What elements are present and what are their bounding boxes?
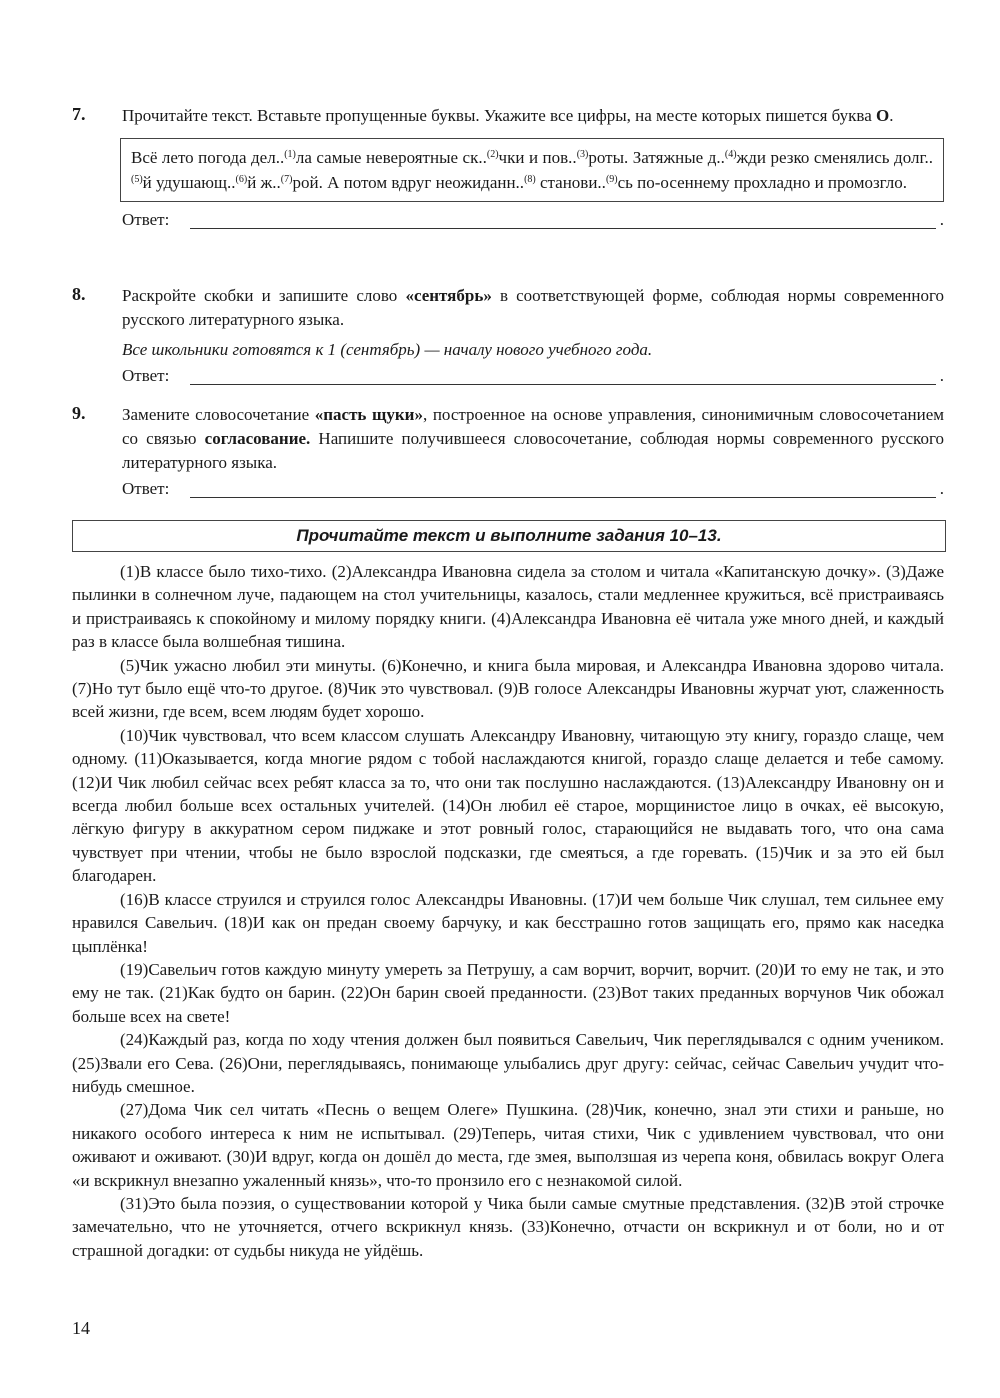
box-text: жди резко сменялись долг.. (736, 148, 934, 167)
task-7-prompt: Прочитайте текст. Вставьте пропущенные буквы. Укажите все цифры, на месте которых пишется буква О. (122, 106, 894, 125)
answer-line[interactable] (190, 384, 936, 385)
gap-number: (4) (724, 149, 737, 160)
box-text: чки и пов.. (498, 148, 577, 167)
box-text: роты. Затяжные д.. (588, 148, 725, 167)
gap-number: (7) (280, 174, 293, 185)
gap-number: (8) (524, 174, 536, 185)
gap-number: (5) (131, 174, 143, 185)
box-text: й ж.. (247, 173, 281, 192)
task-9-prompt: Замените словосочетание «пасть щуки», построенное на основе управления, синонимичным словосочетанием со связью согласование. Напишите получившееся словосочетание, соблюдая нормы современного русского литературного языка. (122, 405, 945, 472)
task-9 (72, 403, 944, 503)
task-7-number: 7. (72, 104, 86, 124)
section-header: Прочитайте текст и выполните задания 10–13. (72, 520, 946, 552)
text-paragraph: (27)Дома Чик сел читать «Песнь о вещем Олеге» Пушкина. (28)Чик, конечно, знал эти стихи и раньше, но никакого особого интереса к ним не испытывал. (29)Теперь, читая стихи, Чик с удивлением чувствовал, что они оживают и оживают. (30)И вдруг, когда он дошёл до места, где змея, выползшая из черепа коня, обвилась вокруг Олега «и вскрикнул внезапно ужаленный князь», что-то пронзило его с незнакомой силой. (72, 1100, 944, 1190)
text-paragraph: (31)Это была поэзия, о существовании которой у Чика были самые смутные представления. (32)В этой строчке замечательно, что не уточняется, отчего вскрикнул князь. (33)Конечно, отчасти он вскрикнул и от боли, но и от страшной догадки: от судьбы никуда не уйдёшь. (72, 1193, 944, 1260)
text-paragraph: (24)Каждый раз, когда по ходу чтения должен был появиться Савельич, Чик переглядывался с одним учеником. (25)Звали его Сева. (26)Они, переглядываясь, понимающе улыбались друг другу: сейчас, сейчас Савельич учудит что-нибудь смешное. (72, 1030, 944, 1096)
gap-number: (3) (576, 149, 589, 160)
gap-number: (1) (284, 149, 296, 160)
gap-number: (9) (605, 174, 618, 185)
task-9-number: 9. (72, 403, 86, 423)
box-text: сь по-осеннему прохладно и промозгло. (617, 173, 908, 192)
task-9-answer[interactable]: Ответ: . (122, 479, 944, 498)
answer-label: Ответ: (122, 479, 170, 498)
answer-label: Ответ: (122, 366, 170, 385)
task-8-example: Все школьники готовятся к 1 (сентябрь) — началу нового учебного года. (122, 340, 653, 359)
text-paragraph: (16)В классе струился и струился голос Александры Ивановны. (17)И чем больше Чик слушал, тем сильнее ему нравился Савельич. (18)И как он предан своему барчуку, и как бесстрашно готов защищать его, прямо как наседка цыплёнка! (72, 889, 944, 956)
box-text: станови.. (535, 173, 606, 192)
task-7-answer[interactable]: Ответ: . (122, 210, 944, 229)
text-paragraph: (1)В классе было тихо-тихо. (2)Александра Ивановна сидела за столом и читала «Капитанскую дочку». (3)Даже пылинки в солнечном луче, падающем на стол учительницы, казалось, стали медленнее кружиться, всё пристраиваясь и пристраиваясь к спокойному и милому порядку книги. (4)Александра Ивановна её читала уже много дней, и каждый раз в классе была волшебная тишина. (72, 562, 944, 652)
text-paragraph: (5)Чик ужасно любил эти минуты. (6)Конечно, и книга была мировая, и Александра Ивановна здорово читала. (7)Но тут было ещё что-то другое. (8)Чик это чувствовал. (9)В голосе Александры Ивановны журчат уют, слаженность всей жизни, где всем, всем людям будет хорошо. (72, 655, 944, 722)
task-8-answer[interactable]: Ответ: . (122, 366, 944, 385)
box-text: й удушающ.. (142, 173, 236, 192)
task-7-text-box (120, 138, 944, 202)
task-8-number: 8. (72, 284, 86, 304)
box-text: рой. А потом вдруг неожиданн.. (292, 173, 525, 192)
reading-text (72, 560, 944, 1262)
task-8 (72, 284, 944, 390)
box-text: Всё лето погода дел.. (131, 148, 285, 167)
task-8-prompt: Раскройте скобки и запишите слово «сентябрь» в соответствующей форме, соблюдая нормы современного русского литературного языка. (122, 286, 944, 329)
page-number: 14 (72, 1318, 90, 1338)
text-paragraph: (10)Чик чувствовал, что всем классом слушать Александру Ивановну, читающую эту книгу, гораздо слаще, чем одному. (11)Оказывается, когда многие рядом с тобой наслаждаются книгой, гораздо слаще делается и тебе самому. (12)И Чик любил сейчас всех ребят класса за то, что они так послушно наслаждаются. (13)Александру Ивановну он и всегда любил больше всех остальных учителей. (14)Он любил её старое, морщинистое лицо в очках, её высокую, лёгкую фигуру в аккуратном сером пиджаке и этот ровный голос, старающийся не выдавать того, что она сама чувствует при чтении, чтобы не было взрослой подсказки, где смеяться, а где горевать. (15)Чик и за это ей был благодарен. (72, 725, 944, 886)
answer-line[interactable] (190, 228, 936, 229)
text-paragraph: (19)Савельич готов каждую минуту умереть за Петрушу, а сам ворчит, ворчит, ворчит. (20)И то ему не так, и это ему не так. (21)Как будто он барин. (22)Он барин своей преданности. (23)Вот таких преданных ворчунов Чик обожал больше всех на свете! (72, 959, 944, 1026)
answer-label: Ответ: (122, 210, 170, 229)
answer-line[interactable] (190, 497, 936, 498)
gap-number: (2) (486, 149, 499, 160)
task-7 (72, 104, 944, 234)
gap-number: (6) (235, 174, 248, 185)
box-text: ла самые невероятные ск.. (295, 148, 487, 167)
